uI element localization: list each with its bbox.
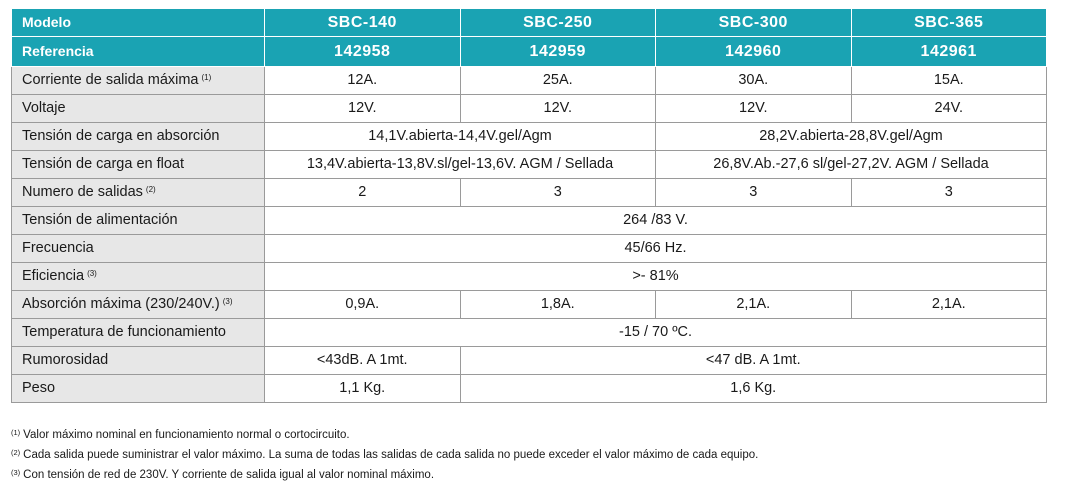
cell-value: 0,9A. [265,291,461,319]
cell-value: -15 / 70 ºC. [265,319,1047,347]
cell-value: 13,4V.abierta-13,8V.sl/gel-13,6V. AGM / Sellada [265,151,656,179]
spec-table [11,8,1047,403]
reference-code: 142958 [265,37,461,67]
footnote [11,445,758,465]
row-alimentacion [12,207,1047,235]
row-label: Rumorosidad [12,347,265,375]
spec-table-container [11,8,1046,403]
cell-value: 3 [656,179,852,207]
cell-value: 15A. [851,67,1047,95]
row-label: Tensión de carga en absorción [12,123,265,151]
footnote-text: Valor máximo nominal en funcionamiento normal o cortocircuito. [23,429,350,441]
header-row-modelo [12,9,1047,37]
row-corriente [12,67,1047,95]
row-temperatura [12,319,1047,347]
cell-value: 24V. [851,95,1047,123]
footnote-mark: (2) [145,185,156,194]
cell-value: 2,1A. [851,291,1047,319]
row-label: Frecuencia [12,235,265,263]
cell-value: 12V. [656,95,852,123]
cell-value: 25A. [460,67,656,95]
row-salidas [12,179,1047,207]
cell-value: 30A. [656,67,852,95]
header-row-referencia [12,37,1047,67]
reference-code: 142961 [851,37,1047,67]
cell-value: <43dB. A 1mt. [265,347,461,375]
row-float [12,151,1047,179]
row-label: Voltaje [12,95,265,123]
row-rumorosidad [12,347,1047,375]
row-label [12,291,265,319]
footnote-mark: (1) [201,73,212,82]
footnotes [11,425,758,485]
cell-value: 3 [851,179,1047,207]
row-label: Temperatura de funcionamiento [12,319,265,347]
footnote-mark: (3) [87,269,97,278]
modelo-label: Modelo [12,9,265,37]
cell-value: <47 dB. A 1mt. [460,347,1047,375]
model-name: SBC-365 [851,9,1047,37]
footnote-text: Cada salida puede suministrar el valor máximo. La suma de todas las salidas de cada salida no puede exceder el valor máximo de cada equipo. [23,449,759,461]
cell-value: 264 /83 V. [265,207,1047,235]
cell-value: 1,8A. [460,291,656,319]
label-text: Eficiencia [22,268,85,284]
model-name: SBC-300 [656,9,852,37]
label-text: Absorción máxima (230/240V.) [22,296,220,312]
footnote-number: (3) [11,468,21,477]
reference-code: 142959 [460,37,656,67]
cell-value: 1,1 Kg. [265,375,461,403]
row-absorcion [12,123,1047,151]
row-eficiencia [12,263,1047,291]
cell-value: 26,8V.Ab.-27,6 sl/gel-27,2V. AGM / Sellada [656,151,1047,179]
model-name: SBC-140 [265,9,461,37]
cell-value: 2,1A. [656,291,852,319]
cell-value: 12V. [265,95,461,123]
row-frecuencia [12,235,1047,263]
cell-value: >- 81% [265,263,1047,291]
label-text: Numero de salidas [22,184,143,200]
cell-value: 28,2V.abierta-28,8V.gel/Agm [656,123,1047,151]
reference-code: 142960 [656,37,852,67]
cell-value: 3 [460,179,656,207]
row-label: Tensión de alimentación [12,207,265,235]
cell-value: 45/66 Hz. [265,235,1047,263]
footnote [11,465,758,485]
row-label [12,179,265,207]
cell-value: 12V. [460,95,656,123]
row-label: Peso [12,375,265,403]
cell-value: 1,6 Kg. [460,375,1047,403]
label-text: Corriente de salida máxima [22,72,199,88]
footnote-number: (2) [11,448,21,457]
row-label [12,67,265,95]
referencia-label: Referencia [12,37,265,67]
footnote-number: (1) [11,428,21,437]
cell-value: 14,1V.abierta-14,4V.gel/Agm [265,123,656,151]
row-label: Tensión de carga en float [12,151,265,179]
cell-value: 12A. [265,67,461,95]
footnote-text: Con tensión de red de 230V. Y corriente de salida igual al valor nominal máximo. [23,469,435,481]
row-peso [12,375,1047,403]
row-label [12,263,265,291]
cell-value: 2 [265,179,461,207]
model-name: SBC-250 [460,9,656,37]
footnote [11,425,758,445]
footnote-mark: (3) [222,297,233,306]
row-absorcion-maxima [12,291,1047,319]
row-voltaje [12,95,1047,123]
